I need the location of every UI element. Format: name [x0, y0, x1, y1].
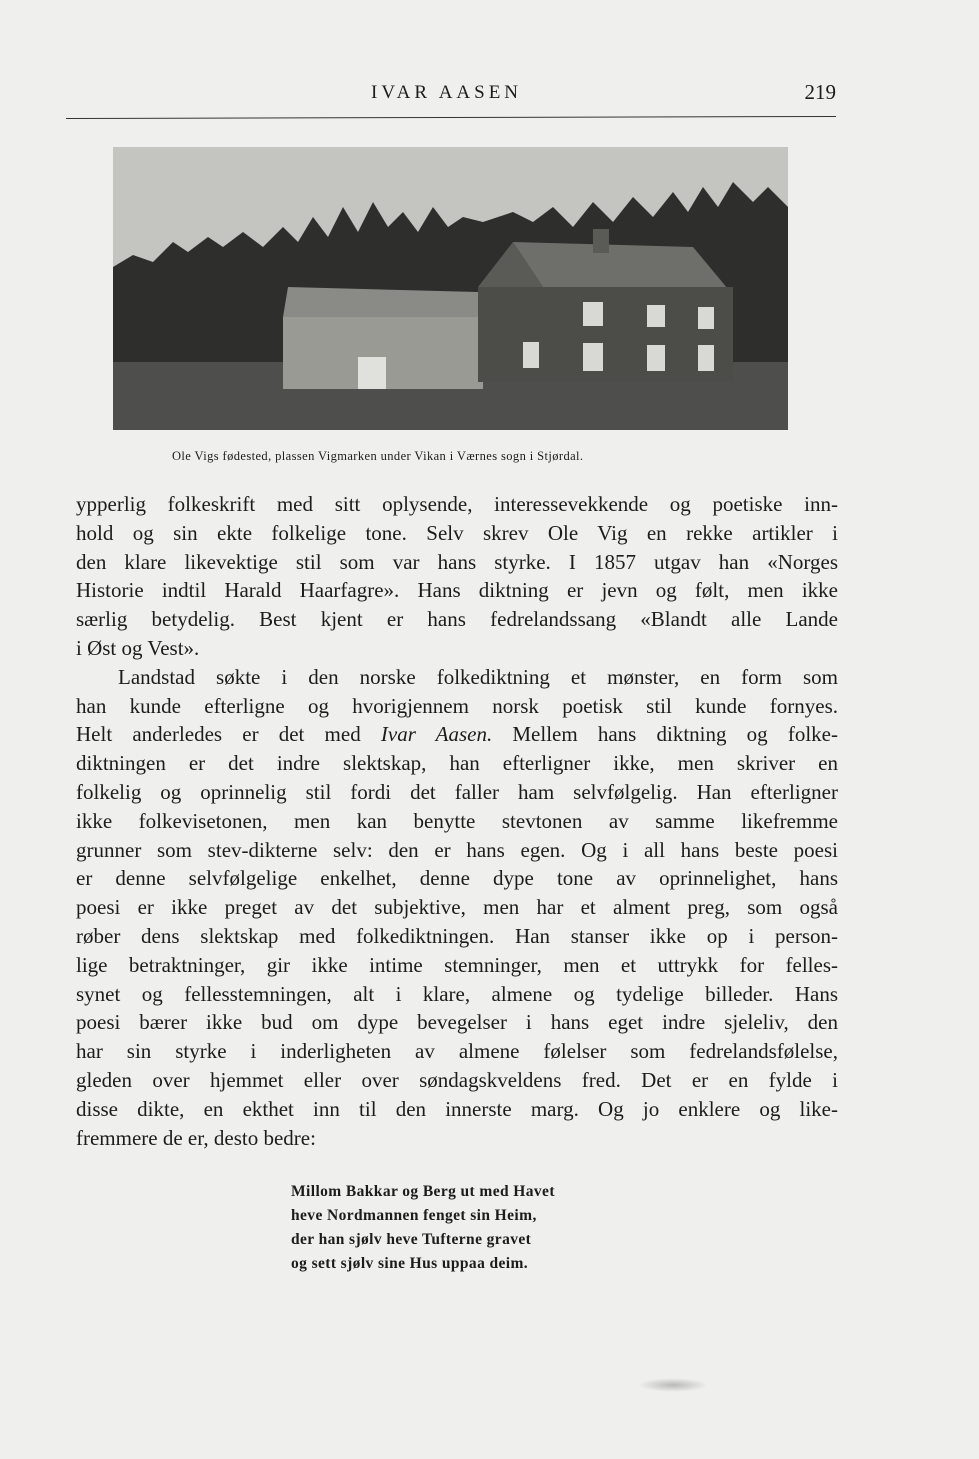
text-line	[76, 720, 838, 749]
poem-line: heve Nordmannen fenget sin Heim,	[291, 1207, 537, 1224]
poem-line: og sett sjølv sine Hus uppaa deim.	[291, 1255, 529, 1272]
text-line: den klare likevektige stil som var hans styrke. I 1857 utgav han «Norges	[76, 549, 838, 574]
text-line: lige betraktninger, gir ikke intime stemninger, men et uttrykk for felles-	[76, 952, 838, 977]
text-fragment: Mellem hans diktning og folke-	[492, 722, 838, 747]
page-header	[66, 82, 836, 112]
text-line: poesi er ikke preget av det subjektive, men har et alment preg, som også	[76, 895, 838, 920]
text-line: ikke folkevisetonen, men kan benytte stevtonen av samme likefremme	[76, 808, 838, 833]
poem-line: Millom Bakkar og Berg ut med Havet	[291, 1183, 555, 1200]
text-line: gleden over hjemmet eller over søndagskveldens fred. Det er en fylde i	[76, 1067, 838, 1092]
text-line: Historie indtil Harald Haarfagre». Hans diktning er jevn og følt, men ikke	[76, 578, 838, 603]
poem-line: der han sjølv heve Tufterne gravet	[291, 1231, 532, 1248]
ink-smudge	[638, 1378, 708, 1392]
running-title: IVAR AASEN	[371, 82, 523, 103]
text-line: grunner som stev-dikterne selv: den er hans egen. Og i all hans beste poesi	[76, 837, 838, 862]
text-line: er denne selvfølgelige enkelhet, denne dype tone av oprinnelighet, hans	[76, 866, 838, 891]
text-line: Landstad søkte i den norske folkediktning et mønster, en form som	[118, 664, 838, 689]
text-line: diktningen er det indre slektskap, han efterligner ikke, men skriver en	[76, 751, 838, 776]
figure-caption: Ole Vigs fødested, plassen Vigmarken under Vikan i Værnes sogn i Stjørdal.	[172, 449, 584, 463]
page-number: 219	[804, 80, 836, 104]
paragraph-1	[76, 490, 838, 663]
farmstead-photo	[113, 147, 788, 430]
paragraph-2	[76, 663, 838, 1153]
poem-quote	[291, 1180, 555, 1276]
text-line: særlig betydelig. Best kjent er hans fedrelandssang «Blandt alle Lande	[76, 607, 838, 632]
text-line: ypperlig folkeskrift med sitt oplysende, interessevekkende og poetiske inn-	[76, 492, 838, 516]
text-line: hold og sin ekte folkelige tone. Selv skrev Ole Vig en rekke artikler i	[76, 520, 838, 545]
body-text	[76, 490, 838, 1152]
text-line: i Øst og Vest».	[76, 635, 200, 660]
author-name-italic: Ivar Aasen.	[380, 722, 493, 747]
text-line: poesi bærer ikke bud om dype bevegelser i hans eget indre sjeleliv, den	[76, 1010, 838, 1035]
text-line: folkelig og oprinnelig stil fordi det faller ham selvfølgelig. Han efterligner	[76, 779, 838, 804]
text-line: har sin styrke i inderligheten av almene følelser som fedrelandsfølelse,	[76, 1039, 838, 1064]
text-line: disse dikte, en ekthet inn til den innerste marg. Og jo enklere og like-	[76, 1096, 838, 1121]
photo-illustration	[113, 147, 788, 430]
header-rule	[66, 116, 836, 119]
text-line: røber dens slektskap med folkediktningen. Han stanser ikke op i person-	[76, 923, 838, 948]
text-line: fremmere de er, desto bedre:	[76, 1125, 316, 1150]
text-line: synet og fellesstemningen, alt i klare, almene og tydelige billeder. Hans	[76, 981, 838, 1006]
text-fragment: Helt anderledes er det med	[76, 722, 381, 747]
text-line: han kunde efterligne og hvorigjennem norsk poetisk stil kunde fornyes.	[76, 693, 838, 718]
